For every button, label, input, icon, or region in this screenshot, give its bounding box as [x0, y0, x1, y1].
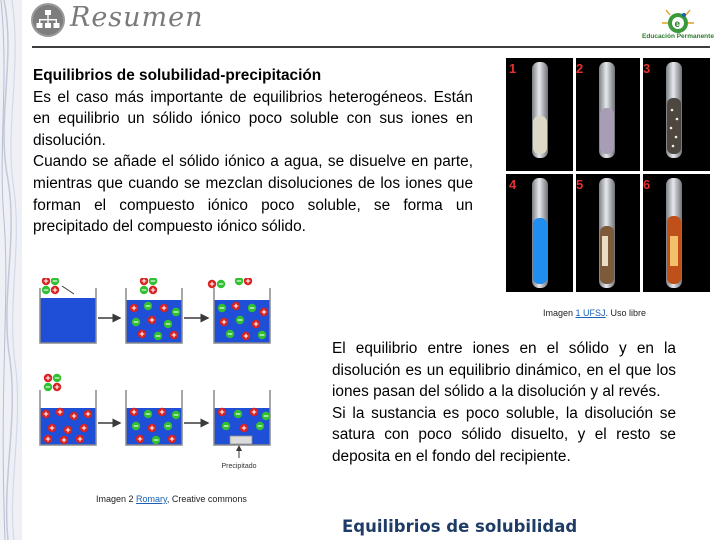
- tube-label: 6: [643, 177, 651, 192]
- equilibrium-text: [332, 338, 676, 468]
- intro-paragraph: Cuando se añade el sólido iónico a agua, se disuelve en parte, mientras que cuando se mezclan disoluciones de los iones que forman el compuesto iónico poco soluble, se forma un precipitado del compuesto iónico sólido.: [33, 153, 473, 236]
- image-caption-1: [543, 308, 646, 318]
- caption-link-ufsj[interactable]: 1 UFSJ: [575, 308, 606, 318]
- precipitate-label: Precipitado: [221, 463, 257, 470]
- image-caption-2: [96, 494, 247, 504]
- section-title: Equilibrios de solubilidad-precipitación: [33, 67, 322, 84]
- logo-caption: Educación Permanente: [642, 33, 714, 40]
- tube-label: 5: [576, 177, 584, 192]
- header-divider: [32, 46, 710, 48]
- body-paragraph: El equilibrio entre iones en el sólido y en la disolución es un equilibrio dinámico, en el que los iones pasan del sólido a la disolución y al revés.: [332, 340, 676, 401]
- body-paragraph: Si la sustancia es poco soluble, la disolución se satura con poco sólido disuelto, y el resto se deposita en el fondo del recipiente.: [332, 404, 676, 465]
- intro-text: [33, 65, 473, 238]
- caption-text: Imagen 2: [96, 494, 137, 504]
- tube-label: 3: [643, 61, 651, 76]
- page-title: Resumen: [70, 2, 204, 33]
- test-tubes-image: [506, 58, 710, 292]
- footer-title: Equilibrios de solubilidad: [342, 517, 578, 536]
- caption-link-romary[interactable]: Romary: [136, 494, 167, 504]
- caption-text: . Uso libre: [605, 308, 647, 318]
- svg-text:e: e: [674, 19, 681, 30]
- caption-text: Imagen: [543, 308, 576, 318]
- sitemap-icon: [30, 2, 66, 38]
- dissolution-diagram: [34, 278, 322, 474]
- tube-label: 4: [509, 177, 517, 192]
- caption-text: , Creative commons: [166, 494, 247, 504]
- tube-label: 2: [576, 61, 584, 76]
- tube-label: 1: [509, 61, 517, 76]
- left-decoration: [0, 0, 22, 540]
- intro-paragraph: Es el caso más importante de equilibrios heterogéneos. Están en equilibrio un sólido iónico poco soluble con sus iones en disolución.: [33, 88, 473, 149]
